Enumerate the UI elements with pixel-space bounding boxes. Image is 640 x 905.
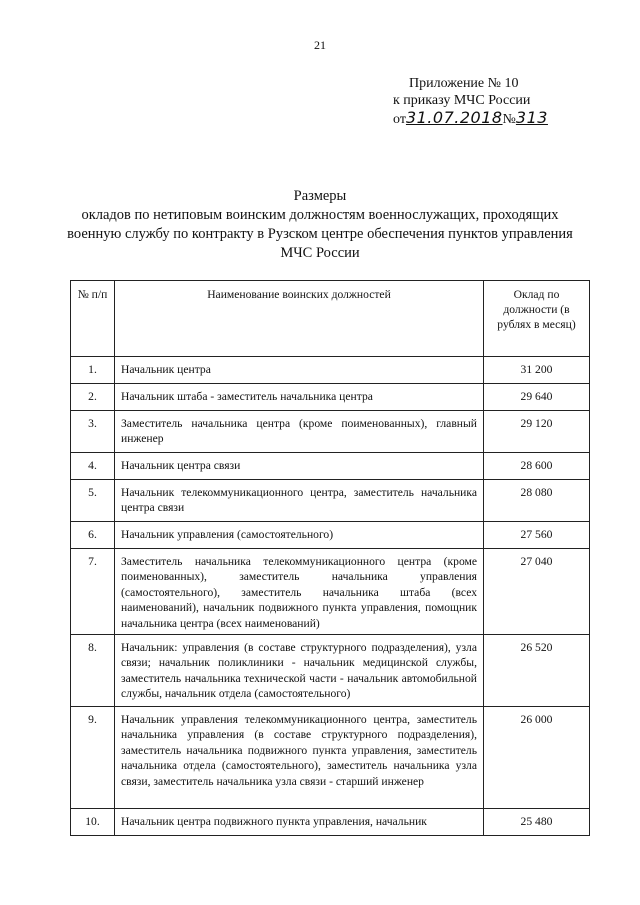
row-num: 3. [71,411,115,453]
row-position: Начальник управления (самостоятельного) [115,522,484,549]
row-num: 6. [71,522,115,549]
handwritten-date: 31.07.2018 [405,108,503,127]
row-num: 1. [71,357,115,384]
row-position [115,809,484,836]
number-prefix: № [502,112,516,127]
row-salary: 31 200 [484,357,590,384]
row-position: Заместитель начальника центра (кроме поименованных), главный инженер [115,411,484,453]
appendix-date-line [393,109,563,128]
row-salary: 27 040 [484,549,590,635]
salary-table [70,280,590,836]
row-num: 9. [71,707,115,809]
header-num: № п/п [71,281,115,357]
table-row [71,549,590,635]
header-salary: Оклад по должности (в рублях в месяц) [484,281,590,357]
row-position: Начальник центра [115,357,484,384]
title-line-3: военную службу по контракту в Рузском центре обеспечения пунктов управления [67,226,573,242]
table-row [71,411,590,453]
row-position: Начальник телекоммуникационного центра, заместитель начальника центра связи [115,480,484,522]
row-salary: 29 120 [484,411,590,453]
title-line-4: МЧС России [280,245,360,261]
row-salary: 26 000 [484,707,590,809]
appendix-order: к приказу МЧС России [393,93,531,108]
row-position-text: Начальник центра подвижного пункта управления, начальник [121,815,427,829]
title-line-1: Размеры [293,188,347,204]
table-row [71,809,590,836]
row-num: 7. [71,549,115,635]
table-row [71,635,590,707]
row-salary: 25 480 [484,809,590,836]
handwritten-number: 313 [515,108,548,127]
from-prefix: от [393,112,406,127]
row-salary: 27 560 [484,522,590,549]
appendix-block [393,75,563,128]
row-salary: 28 600 [484,453,590,480]
table-row [71,480,590,522]
row-num: 8. [71,635,115,707]
row-salary: 28 080 [484,480,590,522]
row-num: 2. [71,384,115,411]
table-row [71,707,590,809]
row-position: Начальник центра связи [115,453,484,480]
table-row [71,384,590,411]
document-title [40,187,600,263]
row-position: Начальник управления телекоммуникационного центра, заместитель начальника управления (в составе структурного подразделения), заместитель начальника подвижного пункта управления, заместитель начальника отдела (самостоятельного), заместитель начальника узла связи, заместитель начальника узла связи - старший инженер [115,707,484,809]
row-num: 10. [71,809,115,836]
table-header-row [71,281,590,357]
table-row [71,453,590,480]
row-position: Начальник штаба - заместитель начальника центра [115,384,484,411]
table-row [71,357,590,384]
appendix-title: Приложение № 10 [409,76,519,91]
row-position: Начальник: управления (в составе структурного подразделения), узла связи; начальник поликлиники - начальник медицинской службы, заместитель начальника технической части - начальник автомобильной службы, начальник отдела (самостоятельного) [115,635,484,707]
row-salary: 26 520 [484,635,590,707]
header-name: Наименование воинских должностей [115,281,484,357]
title-line-2: окладов по нетиповым воинским должностям военнослужащих, проходящих [81,207,559,223]
row-num: 4. [71,453,115,480]
page-number: 21 [314,38,326,52]
table-row [71,522,590,549]
row-position: Заместитель начальника телекоммуникационного центра (кроме поименованных), заместитель начальника управления (самостоятельного), заместитель начальника штаба (всех наименований), начальник подвижного пункта управления, помощник начальника центра (всех наименований) [115,549,484,635]
row-num: 5. [71,480,115,522]
row-salary: 29 640 [484,384,590,411]
